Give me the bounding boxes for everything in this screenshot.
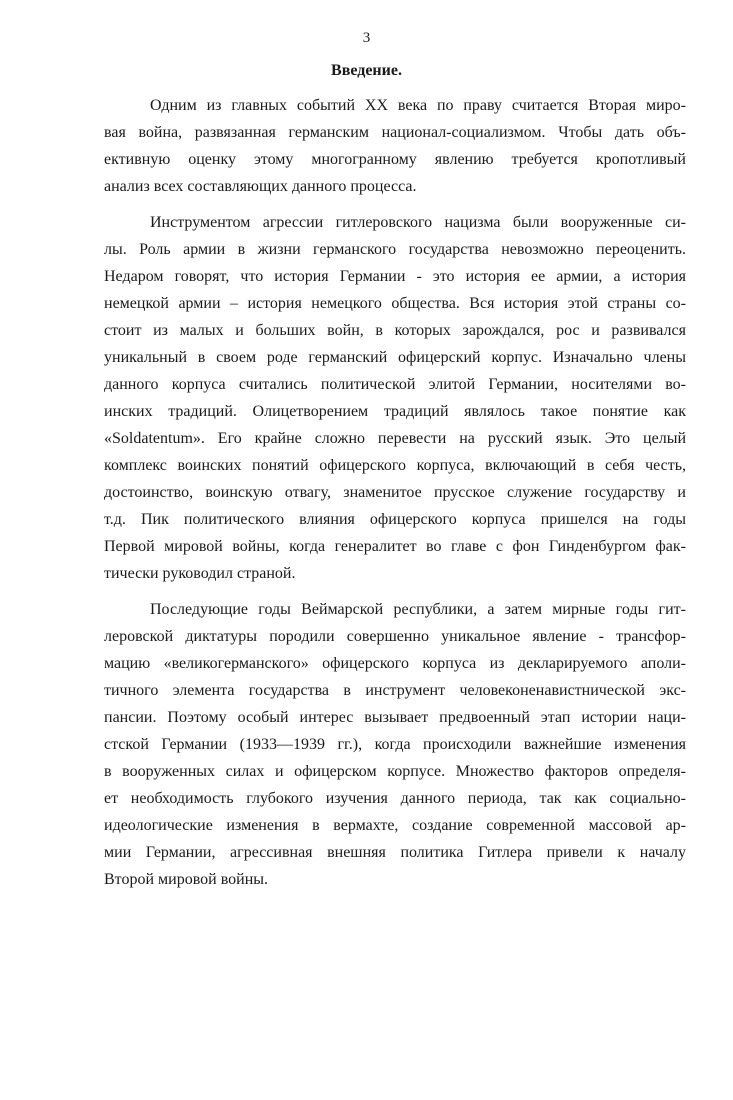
page-number: 3 — [362, 30, 371, 46]
text-line: ет необходимость глубокого изучения данного периода, так как социально- — [104, 790, 686, 807]
text-line: леровской диктатуры породили совершенно уникальное явление - трансфор- — [104, 628, 686, 645]
text-line: тически руководил страной. — [104, 565, 296, 582]
text-line: Второй мировой войны. — [104, 871, 269, 888]
text-line: мацию «великогерманского» офицерского корпуса из декларируемого аполи- — [104, 655, 686, 672]
text-line: в вооруженных силах и офицерском корпусе. Множество факторов определя- — [104, 763, 686, 780]
section-heading: Введение. — [331, 62, 402, 79]
paragraph-2 — [104, 209, 686, 587]
text-line: вая война, развязанная германским национал-социализмом. Чтобы дать объ- — [104, 124, 686, 141]
text-line: немецкой армии – история немецкого общества. Вся история этой страны со- — [104, 295, 686, 312]
text-line: Первой мировой войны, когда генералитет во главе с фон Гинденбургом фак- — [104, 538, 686, 555]
text-line: «Soldatentum». Его крайне сложно перевести на русский язык. Это целый — [104, 430, 686, 447]
text-line: инских традиций. Олицетворением традиций являлось такое понятие как — [104, 403, 686, 420]
text-line: Инструментом агрессии гитлеровского нацизма были вооруженные си- — [150, 214, 686, 231]
text-line: мии Германии, агрессивная внешняя политика Гитлера привели к началу — [104, 844, 686, 861]
body-text — [104, 92, 686, 893]
text-line: уникальный в своем роде германский офицерский корпус. Изначально члены — [104, 349, 686, 366]
text-line: анализ всех составляющих данного процесса. — [104, 178, 417, 195]
paragraph-1 — [104, 92, 686, 200]
text-line: ективную оценку этому многогранному явлению требуется кропотливый — [104, 151, 686, 168]
text-line: Последующие годы Веймарской республики, а затем мирные годы гит- — [150, 601, 686, 618]
text-line: Недаром говорят, что история Германии - это история ее армии, а история — [104, 268, 686, 285]
text-line: т.д. Пик политического влияния офицерского корпуса пришелся на годы — [104, 511, 686, 528]
text-line: достоинство, воинскую отвагу, знаменитое прусское служение государству и — [104, 484, 686, 501]
text-line: идеологические изменения в вермахте, создание современной массовой ар- — [104, 817, 686, 834]
text-line: Одним из главных событий XX века по праву считается Вторая миро- — [150, 97, 686, 114]
paragraph-3 — [104, 596, 686, 893]
text-line: тичного элемента государства в инструмент человеконенавистнической экс- — [104, 682, 686, 699]
text-line: комплекс воинских понятий офицерского корпуса, включающий в себя честь, — [104, 457, 686, 474]
text-line: стоит из малых и больших войн, в которых зарождался, рос и развивался — [104, 322, 686, 339]
text-line: лы. Роль армии в жизни германского государства невозможно переоценить. — [104, 241, 686, 258]
text-line: стской Германии (1933—1939 гг.), когда происходили важнейшие изменения — [104, 736, 686, 753]
text-line: пансии. Поэтому особый интерес вызывает предвоенный этап истории наци- — [104, 709, 686, 726]
text-line: данного корпуса считались политической элитой Германии, носителями во- — [104, 376, 686, 393]
